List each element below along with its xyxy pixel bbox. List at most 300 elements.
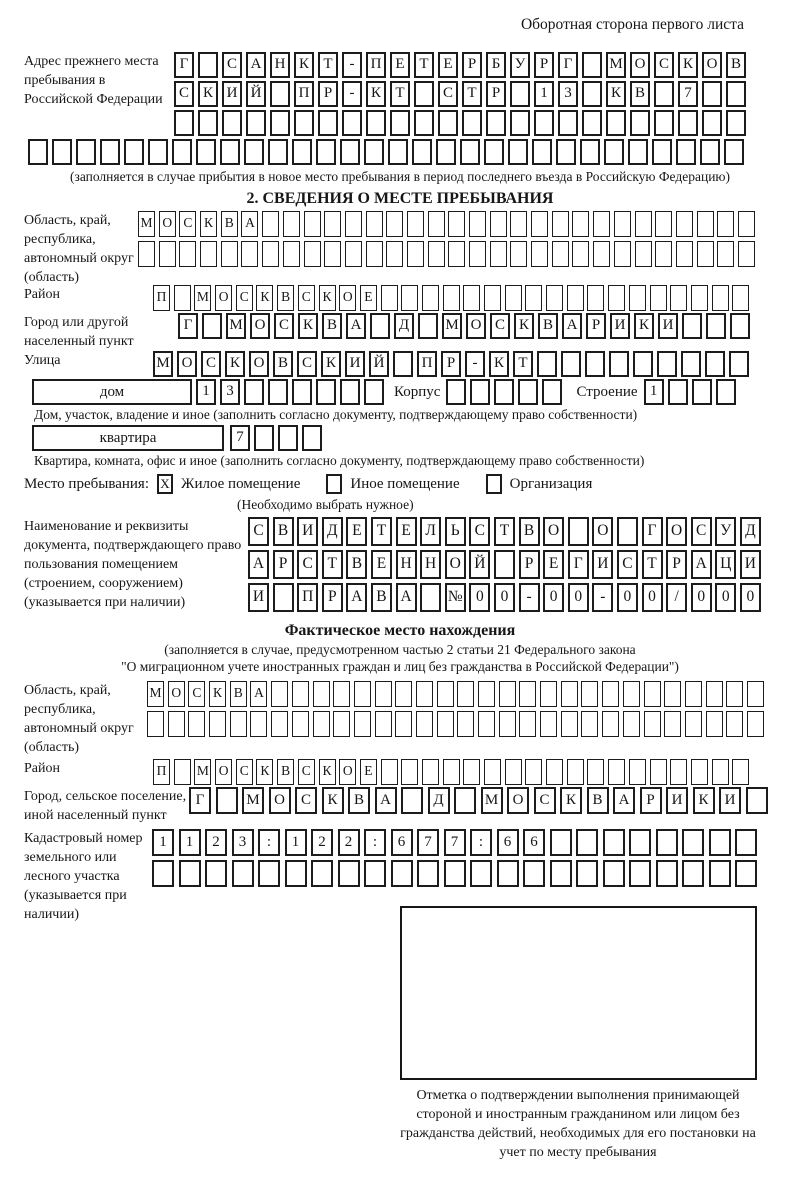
- char-cell[interactable]: [366, 211, 383, 237]
- char-cell[interactable]: О: [507, 787, 529, 814]
- char-cell[interactable]: [702, 110, 722, 136]
- char-cell[interactable]: Р: [534, 52, 554, 78]
- char-cell[interactable]: [478, 711, 495, 737]
- char-cell[interactable]: С: [691, 517, 712, 546]
- char-cell[interactable]: [576, 860, 598, 887]
- char-cell[interactable]: [705, 351, 725, 377]
- char-cell[interactable]: [388, 139, 408, 165]
- char-cell[interactable]: [444, 860, 466, 887]
- char-cell[interactable]: [558, 110, 578, 136]
- char-cell[interactable]: О: [250, 313, 270, 339]
- char-cell[interactable]: [717, 211, 734, 237]
- char-cell[interactable]: А: [246, 52, 266, 78]
- char-cell[interactable]: [338, 860, 360, 887]
- char-cell[interactable]: [174, 110, 194, 136]
- char-cell[interactable]: [617, 517, 638, 546]
- char-cell[interactable]: [606, 110, 626, 136]
- char-cell[interactable]: К: [514, 313, 534, 339]
- char-cell[interactable]: [552, 211, 569, 237]
- char-cell[interactable]: 0: [715, 583, 736, 612]
- char-cell[interactable]: [292, 379, 312, 405]
- char-cell[interactable]: В: [230, 681, 247, 707]
- char-cell[interactable]: 6: [391, 829, 413, 856]
- char-cell[interactable]: [717, 241, 734, 267]
- char-cell[interactable]: [556, 139, 576, 165]
- char-cell[interactable]: [462, 110, 482, 136]
- char-cell[interactable]: О: [445, 550, 466, 579]
- char-cell[interactable]: О: [543, 517, 564, 546]
- char-cell[interactable]: [401, 285, 418, 311]
- char-cell[interactable]: [692, 379, 712, 405]
- char-cell[interactable]: К: [319, 759, 336, 785]
- char-cell[interactable]: -: [342, 52, 362, 78]
- char-cell[interactable]: С: [274, 313, 294, 339]
- char-cell[interactable]: [582, 52, 602, 78]
- char-cell[interactable]: В: [371, 583, 392, 612]
- char-cell[interactable]: [448, 211, 465, 237]
- char-cell[interactable]: Д: [740, 517, 761, 546]
- char-cell[interactable]: Ц: [715, 550, 736, 579]
- char-cell[interactable]: [416, 681, 433, 707]
- char-cell[interactable]: О: [269, 787, 291, 814]
- char-cell[interactable]: [518, 379, 538, 405]
- char-cell[interactable]: [644, 711, 661, 737]
- char-cell[interactable]: [604, 139, 624, 165]
- char-cell[interactable]: [654, 110, 674, 136]
- char-cell[interactable]: П: [294, 81, 314, 107]
- char-cell[interactable]: [664, 711, 681, 737]
- char-cell[interactable]: [531, 211, 548, 237]
- char-cell[interactable]: [270, 110, 290, 136]
- char-cell[interactable]: [738, 211, 755, 237]
- char-cell[interactable]: О: [249, 351, 269, 377]
- char-cell[interactable]: Т: [513, 351, 533, 377]
- char-cell[interactable]: [221, 241, 238, 267]
- char-cell[interactable]: К: [322, 787, 344, 814]
- char-cell[interactable]: 1: [534, 81, 554, 107]
- char-cell[interactable]: С: [534, 787, 556, 814]
- char-cell[interactable]: [691, 285, 708, 311]
- char-cell[interactable]: С: [295, 787, 317, 814]
- char-cell[interactable]: О: [339, 285, 356, 311]
- char-cell[interactable]: [342, 110, 362, 136]
- char-cell[interactable]: [609, 351, 629, 377]
- char-cell[interactable]: 2: [338, 829, 360, 856]
- char-cell[interactable]: [681, 351, 701, 377]
- char-cell[interactable]: [232, 860, 254, 887]
- char-cell[interactable]: 3: [558, 81, 578, 107]
- char-cell[interactable]: [670, 285, 687, 311]
- char-cell[interactable]: [706, 681, 723, 707]
- char-cell[interactable]: [484, 759, 501, 785]
- char-cell[interactable]: Й: [246, 81, 266, 107]
- char-cell[interactable]: В: [273, 351, 293, 377]
- char-cell[interactable]: [302, 425, 322, 451]
- char-cell[interactable]: [738, 241, 755, 267]
- char-cell[interactable]: [706, 313, 726, 339]
- char-cell[interactable]: [510, 81, 530, 107]
- char-cell[interactable]: [268, 139, 288, 165]
- char-cell[interactable]: С: [654, 52, 674, 78]
- char-cell[interactable]: [422, 285, 439, 311]
- char-cell[interactable]: [354, 681, 371, 707]
- char-cell[interactable]: [550, 860, 572, 887]
- char-cell[interactable]: В: [221, 211, 238, 237]
- char-cell[interactable]: -: [592, 583, 613, 612]
- char-cell[interactable]: И: [610, 313, 630, 339]
- char-cell[interactable]: [602, 681, 619, 707]
- char-cell[interactable]: [311, 860, 333, 887]
- char-cell[interactable]: [428, 241, 445, 267]
- char-cell[interactable]: В: [538, 313, 558, 339]
- char-cell[interactable]: Г: [189, 787, 211, 814]
- char-cell[interactable]: П: [153, 759, 170, 785]
- char-cell[interactable]: 0: [568, 583, 589, 612]
- char-cell[interactable]: Т: [642, 550, 663, 579]
- char-cell[interactable]: [364, 139, 384, 165]
- char-cell[interactable]: П: [417, 351, 437, 377]
- char-cell[interactable]: Т: [462, 81, 482, 107]
- char-cell[interactable]: 0: [469, 583, 490, 612]
- char-cell[interactable]: А: [562, 313, 582, 339]
- char-cell[interactable]: 7: [444, 829, 466, 856]
- char-cell[interactable]: П: [297, 583, 318, 612]
- char-cell[interactable]: [582, 81, 602, 107]
- char-cell[interactable]: [52, 139, 72, 165]
- char-cell[interactable]: [730, 313, 750, 339]
- char-cell[interactable]: [523, 860, 545, 887]
- char-cell[interactable]: [490, 241, 507, 267]
- char-cell[interactable]: Т: [494, 517, 515, 546]
- char-cell[interactable]: Т: [318, 52, 338, 78]
- char-cell[interactable]: [395, 711, 412, 737]
- char-cell[interactable]: К: [209, 681, 226, 707]
- char-cell[interactable]: Е: [346, 517, 367, 546]
- char-cell[interactable]: [537, 351, 557, 377]
- char-cell[interactable]: Т: [390, 81, 410, 107]
- char-cell[interactable]: 0: [740, 583, 761, 612]
- char-cell[interactable]: [241, 241, 258, 267]
- char-cell[interactable]: [152, 860, 174, 887]
- char-cell[interactable]: [531, 241, 548, 267]
- char-cell[interactable]: [519, 711, 536, 737]
- char-cell[interactable]: [709, 860, 731, 887]
- char-cell[interactable]: Г: [642, 517, 663, 546]
- char-cell[interactable]: [700, 139, 720, 165]
- char-cell[interactable]: [469, 241, 486, 267]
- char-cell[interactable]: [581, 711, 598, 737]
- char-cell[interactable]: [644, 681, 661, 707]
- char-cell[interactable]: Р: [318, 81, 338, 107]
- char-cell[interactable]: [655, 241, 672, 267]
- char-cell[interactable]: [168, 711, 185, 737]
- char-cell[interactable]: С: [298, 285, 315, 311]
- char-cell[interactable]: 0: [642, 583, 663, 612]
- char-cell[interactable]: Р: [322, 583, 343, 612]
- char-cell[interactable]: [697, 241, 714, 267]
- char-cell[interactable]: [313, 681, 330, 707]
- char-cell[interactable]: О: [592, 517, 613, 546]
- checkbox-other-premises[interactable]: [326, 474, 342, 494]
- char-cell[interactable]: [270, 81, 290, 107]
- char-cell[interactable]: А: [396, 583, 417, 612]
- char-cell[interactable]: В: [346, 550, 367, 579]
- char-cell[interactable]: [395, 681, 412, 707]
- char-cell[interactable]: [463, 759, 480, 785]
- char-cell[interactable]: 6: [523, 829, 545, 856]
- char-cell[interactable]: [147, 711, 164, 737]
- char-cell[interactable]: [542, 379, 562, 405]
- char-cell[interactable]: К: [489, 351, 509, 377]
- char-cell[interactable]: [525, 759, 542, 785]
- char-cell[interactable]: И: [666, 787, 688, 814]
- char-cell[interactable]: К: [256, 759, 273, 785]
- char-cell[interactable]: [366, 241, 383, 267]
- char-cell[interactable]: П: [366, 52, 386, 78]
- char-cell[interactable]: [463, 285, 480, 311]
- char-cell[interactable]: 1: [179, 829, 201, 856]
- char-cell[interactable]: [582, 110, 602, 136]
- char-cell[interactable]: :: [364, 829, 386, 856]
- char-cell[interactable]: [316, 139, 336, 165]
- char-cell[interactable]: [124, 139, 144, 165]
- char-cell[interactable]: [428, 211, 445, 237]
- char-cell[interactable]: [747, 711, 764, 737]
- char-cell[interactable]: [271, 711, 288, 737]
- char-cell[interactable]: М: [147, 681, 164, 707]
- char-cell[interactable]: О: [215, 759, 232, 785]
- char-cell[interactable]: Е: [360, 759, 377, 785]
- char-cell[interactable]: К: [366, 81, 386, 107]
- char-cell[interactable]: [222, 110, 242, 136]
- char-cell[interactable]: К: [319, 285, 336, 311]
- char-cell[interactable]: [732, 285, 749, 311]
- char-cell[interactable]: [623, 711, 640, 737]
- char-cell[interactable]: 2: [205, 829, 227, 856]
- char-cell[interactable]: М: [138, 211, 155, 237]
- char-cell[interactable]: 1: [285, 829, 307, 856]
- char-cell[interactable]: [702, 81, 722, 107]
- char-cell[interactable]: [629, 759, 646, 785]
- char-cell[interactable]: [628, 139, 648, 165]
- char-cell[interactable]: [364, 379, 384, 405]
- char-cell[interactable]: Н: [270, 52, 290, 78]
- char-cell[interactable]: К: [678, 52, 698, 78]
- char-cell[interactable]: И: [719, 787, 741, 814]
- char-cell[interactable]: С: [188, 681, 205, 707]
- char-cell[interactable]: [470, 379, 490, 405]
- char-cell[interactable]: [676, 139, 696, 165]
- char-cell[interactable]: [159, 241, 176, 267]
- char-cell[interactable]: И: [740, 550, 761, 579]
- char-cell[interactable]: [732, 759, 749, 785]
- char-cell[interactable]: [198, 52, 218, 78]
- char-cell[interactable]: [244, 379, 264, 405]
- char-cell[interactable]: [324, 241, 341, 267]
- char-cell[interactable]: [685, 711, 702, 737]
- char-cell[interactable]: О: [159, 211, 176, 237]
- char-cell[interactable]: К: [634, 313, 654, 339]
- char-cell[interactable]: [179, 241, 196, 267]
- char-cell[interactable]: [375, 711, 392, 737]
- char-cell[interactable]: [220, 139, 240, 165]
- char-cell[interactable]: [443, 759, 460, 785]
- char-cell[interactable]: [614, 241, 631, 267]
- char-cell[interactable]: [540, 681, 557, 707]
- char-cell[interactable]: [657, 351, 677, 377]
- char-cell[interactable]: С: [298, 759, 315, 785]
- char-cell[interactable]: [294, 110, 314, 136]
- char-cell[interactable]: 3: [220, 379, 240, 405]
- char-cell[interactable]: [706, 711, 723, 737]
- char-cell[interactable]: И: [222, 81, 242, 107]
- char-cell[interactable]: Р: [640, 787, 662, 814]
- char-cell[interactable]: [268, 379, 288, 405]
- char-cell[interactable]: [318, 110, 338, 136]
- char-cell[interactable]: [678, 110, 698, 136]
- char-cell[interactable]: [438, 110, 458, 136]
- char-cell[interactable]: [454, 787, 476, 814]
- char-cell[interactable]: Т: [414, 52, 434, 78]
- char-cell[interactable]: [292, 139, 312, 165]
- char-cell[interactable]: Р: [273, 550, 294, 579]
- char-cell[interactable]: [446, 379, 466, 405]
- char-cell[interactable]: А: [613, 787, 635, 814]
- char-cell[interactable]: [28, 139, 48, 165]
- char-cell[interactable]: [729, 351, 749, 377]
- char-cell[interactable]: [417, 860, 439, 887]
- char-cell[interactable]: У: [510, 52, 530, 78]
- char-cell[interactable]: [652, 139, 672, 165]
- char-cell[interactable]: [345, 241, 362, 267]
- char-cell[interactable]: С: [617, 550, 638, 579]
- char-cell[interactable]: :: [470, 829, 492, 856]
- char-cell[interactable]: [366, 110, 386, 136]
- char-cell[interactable]: С: [222, 52, 242, 78]
- char-cell[interactable]: С: [490, 313, 510, 339]
- char-cell[interactable]: [630, 110, 650, 136]
- char-cell[interactable]: [278, 425, 298, 451]
- char-cell[interactable]: [172, 139, 192, 165]
- char-cell[interactable]: [393, 351, 413, 377]
- char-cell[interactable]: О: [168, 681, 185, 707]
- char-cell[interactable]: [76, 139, 96, 165]
- char-cell[interactable]: О: [215, 285, 232, 311]
- char-cell[interactable]: [510, 110, 530, 136]
- char-cell[interactable]: Г: [558, 52, 578, 78]
- char-cell[interactable]: С: [297, 351, 317, 377]
- char-cell[interactable]: [580, 139, 600, 165]
- char-cell[interactable]: И: [297, 517, 318, 546]
- char-cell[interactable]: К: [321, 351, 341, 377]
- char-cell[interactable]: 1: [196, 379, 216, 405]
- char-cell[interactable]: А: [248, 550, 269, 579]
- char-cell[interactable]: М: [606, 52, 626, 78]
- char-cell[interactable]: 1: [644, 379, 664, 405]
- char-cell[interactable]: [354, 711, 371, 737]
- char-cell[interactable]: [370, 313, 390, 339]
- char-cell[interactable]: 2: [311, 829, 333, 856]
- char-cell[interactable]: [386, 211, 403, 237]
- char-cell[interactable]: В: [277, 759, 294, 785]
- char-cell[interactable]: Н: [396, 550, 417, 579]
- char-cell[interactable]: [381, 285, 398, 311]
- char-cell[interactable]: [283, 211, 300, 237]
- char-cell[interactable]: [735, 829, 757, 856]
- char-cell[interactable]: [414, 110, 434, 136]
- char-cell[interactable]: Р: [441, 351, 461, 377]
- char-cell[interactable]: О: [339, 759, 356, 785]
- char-cell[interactable]: [654, 81, 674, 107]
- char-cell[interactable]: В: [630, 81, 650, 107]
- char-cell[interactable]: [386, 241, 403, 267]
- char-cell[interactable]: А: [346, 583, 367, 612]
- char-cell[interactable]: Р: [519, 550, 540, 579]
- char-cell[interactable]: [333, 711, 350, 737]
- char-cell[interactable]: [230, 711, 247, 737]
- char-cell[interactable]: [422, 759, 439, 785]
- char-cell[interactable]: [499, 681, 516, 707]
- char-cell[interactable]: Ь: [445, 517, 466, 546]
- char-cell[interactable]: С: [236, 285, 253, 311]
- char-cell[interactable]: [534, 110, 554, 136]
- char-cell[interactable]: [250, 711, 267, 737]
- char-cell[interactable]: [746, 787, 768, 814]
- char-cell[interactable]: [682, 829, 704, 856]
- char-cell[interactable]: К: [198, 81, 218, 107]
- char-cell[interactable]: Р: [666, 550, 687, 579]
- char-cell[interactable]: [585, 351, 605, 377]
- char-cell[interactable]: В: [322, 313, 342, 339]
- char-cell[interactable]: Г: [568, 550, 589, 579]
- char-cell[interactable]: [486, 110, 506, 136]
- char-cell[interactable]: [670, 759, 687, 785]
- char-cell[interactable]: В: [587, 787, 609, 814]
- char-cell[interactable]: [664, 681, 681, 707]
- char-cell[interactable]: [593, 211, 610, 237]
- char-cell[interactable]: В: [519, 517, 540, 546]
- char-cell[interactable]: Т: [371, 517, 392, 546]
- char-cell[interactable]: 0: [543, 583, 564, 612]
- char-cell[interactable]: [546, 285, 563, 311]
- char-cell[interactable]: [381, 759, 398, 785]
- char-cell[interactable]: [448, 241, 465, 267]
- char-cell[interactable]: [490, 211, 507, 237]
- char-cell[interactable]: М: [194, 285, 211, 311]
- char-cell[interactable]: К: [200, 211, 217, 237]
- char-cell[interactable]: [457, 681, 474, 707]
- char-cell[interactable]: [697, 211, 714, 237]
- char-cell[interactable]: [436, 139, 456, 165]
- char-cell[interactable]: С: [201, 351, 221, 377]
- char-cell[interactable]: [340, 379, 360, 405]
- char-cell[interactable]: [407, 211, 424, 237]
- char-cell[interactable]: [345, 211, 362, 237]
- char-cell[interactable]: [682, 860, 704, 887]
- char-cell[interactable]: К: [606, 81, 626, 107]
- char-cell[interactable]: [633, 351, 653, 377]
- char-cell[interactable]: Т: [322, 550, 343, 579]
- char-cell[interactable]: М: [481, 787, 503, 814]
- char-cell[interactable]: [283, 241, 300, 267]
- char-cell[interactable]: [324, 211, 341, 237]
- char-cell[interactable]: [650, 285, 667, 311]
- char-cell[interactable]: [469, 211, 486, 237]
- char-cell[interactable]: [418, 313, 438, 339]
- char-cell[interactable]: [572, 241, 589, 267]
- char-cell[interactable]: М: [226, 313, 246, 339]
- char-cell[interactable]: 7: [678, 81, 698, 107]
